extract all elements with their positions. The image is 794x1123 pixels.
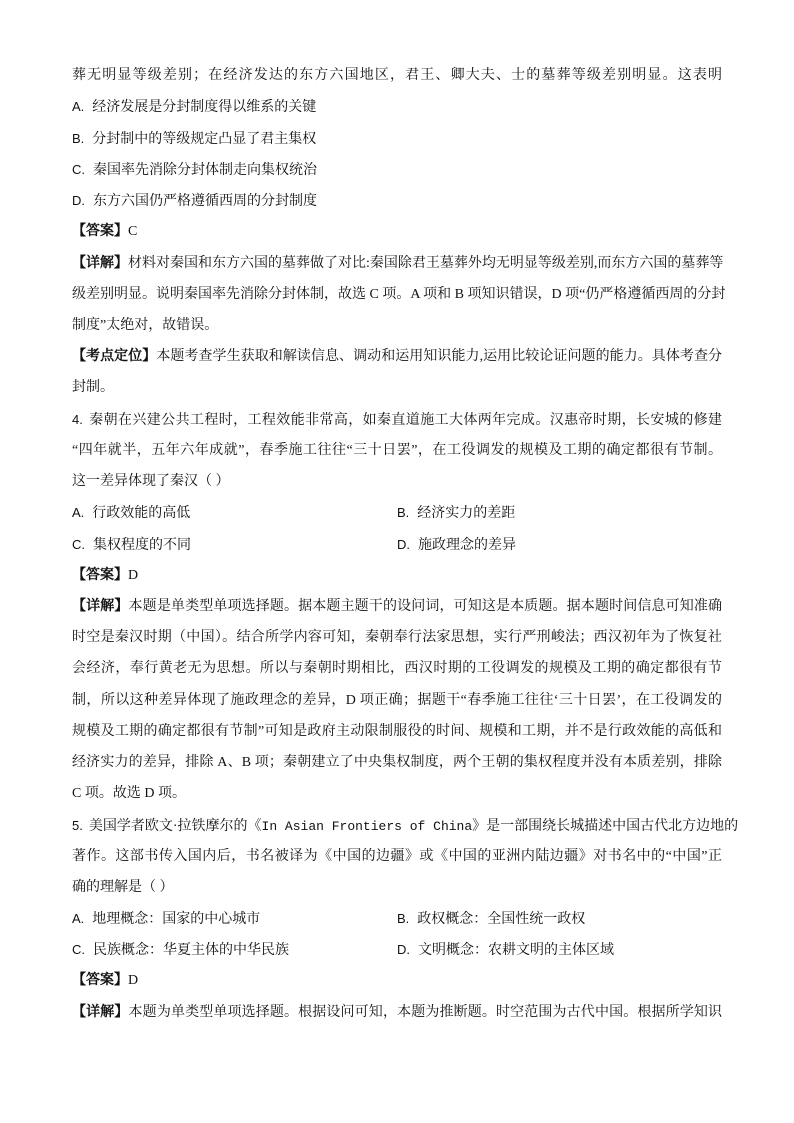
q3-kaodian-line: 封制。 [72, 380, 114, 395]
option-letter: C. [72, 162, 85, 177]
stem-text: 秦朝在兴建公共工程时，工程效能非常高，如秦直道施工大体两年完成。汉惠帝时期，长安城的修建 [88, 413, 722, 428]
q5-option-a [72, 909, 260, 929]
q4-detail-line [72, 597, 722, 617]
option-letter: C. [72, 942, 85, 957]
q4-detail-line: C 项。故选 D 项。 [72, 786, 186, 801]
detail-text: 本题为单类型单项选择题。根据设问可知，本题为推断题。时空范围为古代中国。根据所学知识 [128, 1005, 723, 1020]
detail-label: 【详解】 [72, 256, 128, 271]
option-text: 文明概念：农耕文明的主体区域 [418, 943, 614, 958]
q3-answer [72, 222, 137, 242]
q4-stem-line: “四年就半，五年六年成就”，春季施工往往“三十日罢”，在工役调发的规模及工期的确定都很有节制。 [72, 443, 722, 458]
option-text: 施政理念的差异 [418, 538, 516, 553]
q4-stem-line [72, 410, 722, 430]
q5-option-c [72, 940, 289, 960]
option-text: 经济实力的差距 [417, 506, 516, 521]
option-letter: D. [397, 537, 410, 552]
stem-text: 》是一部围绕长城描述中国古代北方边地的 [472, 819, 739, 834]
q3-option-a [72, 97, 316, 117]
option-letter: B. [397, 911, 410, 926]
q5-stem-line [72, 816, 739, 836]
q3-stem-tail: 葬无明显等级差别；在经济发达的东方六国地区，君王、卿大夫、士的墓葬等级差别明显。这表明 [72, 68, 722, 83]
q4-answer [72, 566, 138, 586]
question-number: 4. [72, 412, 83, 427]
option-letter: A. [72, 505, 85, 520]
q3-detail-line: 制度”太绝对，故错误。 [72, 318, 219, 333]
q5-answer [72, 971, 138, 991]
option-text: 民族概念：华夏主体的中华民族 [93, 943, 289, 958]
q5-option-d [397, 940, 614, 960]
option-letter: D. [397, 942, 410, 957]
q5-detail-line [72, 1003, 722, 1023]
q3-option-d [72, 191, 317, 211]
q4-option-b [397, 503, 515, 523]
q5-stem-line: 确的理解是（ ） [72, 880, 174, 895]
q5-option-b [397, 909, 585, 929]
option-text: 集权程度的不同 [93, 538, 191, 553]
q4-detail-line: 时空是秦汉时期（中国）。结合所学内容可知，秦朝奉行法家思想，实行严刑峻法；西汉初年为了恢复社 [72, 630, 722, 645]
q3-option-c [72, 160, 317, 180]
q4-detail-line: 会经济，奉行黄老无为思想。所以与秦朝时期相比，西汉时期的工役调发的规模及工期的确定都很有节 [72, 661, 722, 676]
detail-label: 【详解】 [72, 1005, 129, 1020]
option-text: 经济发展是分封制度得以维系的关键 [92, 100, 317, 115]
question-number: 5. [72, 818, 83, 833]
option-text: 分封制中的等级规定凸显了君主集权 [92, 132, 317, 147]
q4-option-a [72, 503, 190, 523]
q4-stem-line: 这一差异体现了秦汉（ ） [72, 474, 230, 489]
q3-kaodian-line [72, 347, 722, 367]
book-title: In Asian Frontiers of China [261, 819, 473, 834]
q3-detail-line [72, 254, 722, 274]
option-text: 秦国率先消除分封体制走向集权统治 [93, 163, 317, 178]
answer-label: 【答案】 [72, 224, 128, 239]
kaodian-text: 本题考查学生获取和解读信息、调动和运用知识能力,运用比较论证问题的能力。具体考查分 [156, 349, 722, 364]
answer-label: 【答案】 [72, 973, 128, 988]
option-text: 地理概念：国家的中心城市 [92, 912, 261, 927]
kaodian-label: 【考点定位】 [72, 349, 157, 364]
option-text: 行政效能的高低 [92, 506, 191, 521]
option-letter: B. [72, 131, 85, 146]
answer-value: D [128, 568, 139, 583]
q3-option-b [72, 129, 316, 149]
answer-label: 【答案】 [72, 568, 128, 583]
option-letter: D. [72, 193, 85, 208]
stem-text: 美国学者欧文·拉铁摩尔的《 [88, 819, 262, 834]
q4-option-d [397, 535, 516, 555]
q4-detail-line: 制，所以这种差异体现了施政理念的差异，D 项正确；据题干“春季施工往往‘三十日罢’，在工役调发的 [72, 693, 722, 708]
q4-detail-line: 规模及工期的确定都很有节制”可知是政府主动限制服役的时间、规模和工期，并不是行政效能的高低和 [72, 724, 722, 739]
option-letter: A. [72, 99, 85, 114]
q3-detail-line: 级差别明显。说明秦国率先消除分封体制，故选 C 项。A 项和 B 项知识错误，D 项“仍严格遵循西周的分封 [72, 287, 726, 302]
q5-stem-line: 著作。这部书传入国内后，书名被译为《中国的边疆》或《中国的亚洲内陆边疆》对书名中的“中国”正 [72, 849, 722, 864]
answer-value: C [128, 224, 138, 239]
option-letter: C. [72, 537, 85, 552]
option-text: 东方六国仍严格遵循西周的分封制度 [93, 194, 317, 209]
detail-label: 【详解】 [72, 599, 129, 614]
option-letter: B. [397, 505, 410, 520]
answer-value: D [128, 973, 139, 988]
option-text: 政权概念：全国性统一政权 [417, 912, 586, 927]
detail-text: 材料对秦国和东方六国的墓葬做了对比:秦国除君王墓葬外均无明显等级差别,而东方六国的墓葬等 [128, 256, 724, 271]
q4-detail-line: 经济实力的差异，排除 A、B 项；秦朝建立了中央集权制度，两个王朝的集权程度并没有本质差别，排除 [72, 755, 722, 770]
option-letter: A. [72, 911, 85, 926]
q4-option-c [72, 535, 191, 555]
detail-text: 本题是单类型单项选择题。据本题主题干的设问词，可知这是本质题。据本题时间信息可知准确 [128, 599, 723, 614]
